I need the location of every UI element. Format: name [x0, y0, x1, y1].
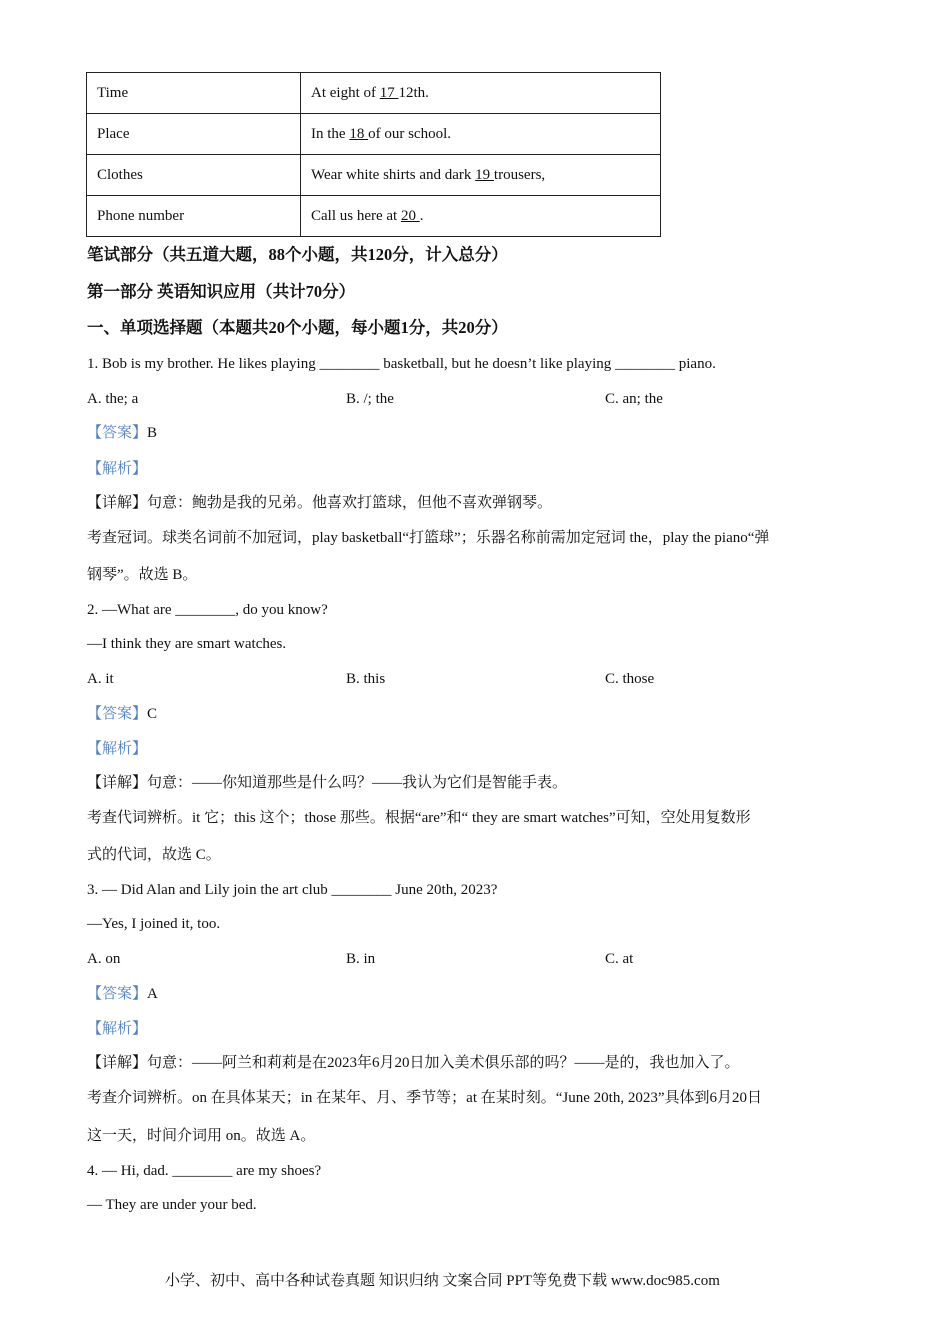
detail-line: 考查介词辨析。on 在具体某天；in 在某年、月、季节等；at 在某时刻。“June 20th, 2023”具体到6月20日: [87, 1090, 762, 1106]
option-c: C. at: [605, 951, 634, 967]
option-b: B. /; the: [346, 391, 394, 407]
option-b: B. this: [346, 671, 386, 687]
option-c: C. an; the: [605, 391, 663, 407]
row-label: Time: [87, 73, 301, 114]
section-heading: 笔试部分（共五道大题，88个小题，共120分，计入总分）: [87, 245, 508, 264]
row-value: Wear white shirts and dark 19 trousers,: [301, 155, 661, 196]
question-stem: —Yes, I joined it, too.: [87, 916, 221, 932]
option-a: A. the; a: [87, 391, 139, 407]
row-label: Clothes: [87, 155, 301, 196]
question-stem: —I think they are smart watches.: [87, 636, 287, 652]
info-table: [86, 72, 661, 237]
question-stem: 2. —What are ________, do you know?: [87, 602, 328, 618]
detail-line: 【详解】句意：——你知道那些是什么吗？——我认为它们是智能手表。: [87, 775, 568, 791]
answer-line: 【答案】B: [87, 425, 158, 441]
table-row: [87, 73, 661, 114]
question-stem: — They are under your bed.: [87, 1197, 257, 1213]
option-a: A. it: [87, 671, 114, 687]
answer-line: 【答案】A: [87, 986, 158, 1002]
detail-line: 这一天，时间介词用 on。故选 A。: [87, 1128, 316, 1144]
footer-link[interactable]: 小学、初中、高中各种试卷真题 知识归纳 文案合同 PPT等免费下载 www.doc985.com: [165, 1273, 720, 1289]
detail-line: 【详解】句意：——阿兰和莉莉是在2023年6月20日加入美术俱乐部的吗？——是的，我也加入了。: [87, 1055, 740, 1071]
table-row: [87, 196, 661, 237]
row-value: Call us here at 20 .: [301, 196, 661, 237]
table-row: [87, 155, 661, 196]
option-c: C. those: [605, 671, 655, 687]
row-label: Phone number: [87, 196, 301, 237]
answer-line: 【答案】C: [87, 706, 158, 722]
row-label: Place: [87, 114, 301, 155]
question-type-heading: 一、单项选择题（本题共20个小题，每小题1分，共20分）: [87, 318, 508, 337]
question-stem: 1. Bob is my brother. He likes playing ________ basketball, but he doesn’t like playing ________ piano.: [87, 356, 716, 372]
detail-line: 钢琴”。故选 B。: [87, 567, 198, 583]
row-value: At eight of 17 12th.: [301, 73, 661, 114]
detail-line: 【详解】句意：鲍勃是我的兄弟。他喜欢打篮球，但他不喜欢弹钢琴。: [87, 495, 553, 511]
analysis-label: 【解析】: [87, 461, 148, 477]
part-heading: 第一部分 英语知识应用（共计70分）: [87, 282, 356, 301]
detail-line: 考查代词辨析。it 它；this 这个；those 那些。根据“are”和“ they are smart watches”可知，空处用复数形: [87, 810, 751, 826]
question-stem: 3. — Did Alan and Lily join the art club ________ June 20th, 2023?: [87, 882, 498, 898]
option-b: B. in: [346, 951, 376, 967]
option-a: A. on: [87, 951, 121, 967]
table-row: [87, 114, 661, 155]
analysis-label: 【解析】: [87, 741, 148, 757]
detail-line: 式的代词，故选 C。: [87, 847, 221, 863]
row-value: In the 18 of our school.: [301, 114, 661, 155]
analysis-label: 【解析】: [87, 1021, 148, 1037]
question-stem: 4. — Hi, dad. ________ are my shoes?: [87, 1163, 322, 1179]
detail-line: 考查冠词。球类名词前不加冠词，play basketball“打篮球”；乐器名称前需加定冠词 the，play the piano“弹: [87, 530, 770, 546]
